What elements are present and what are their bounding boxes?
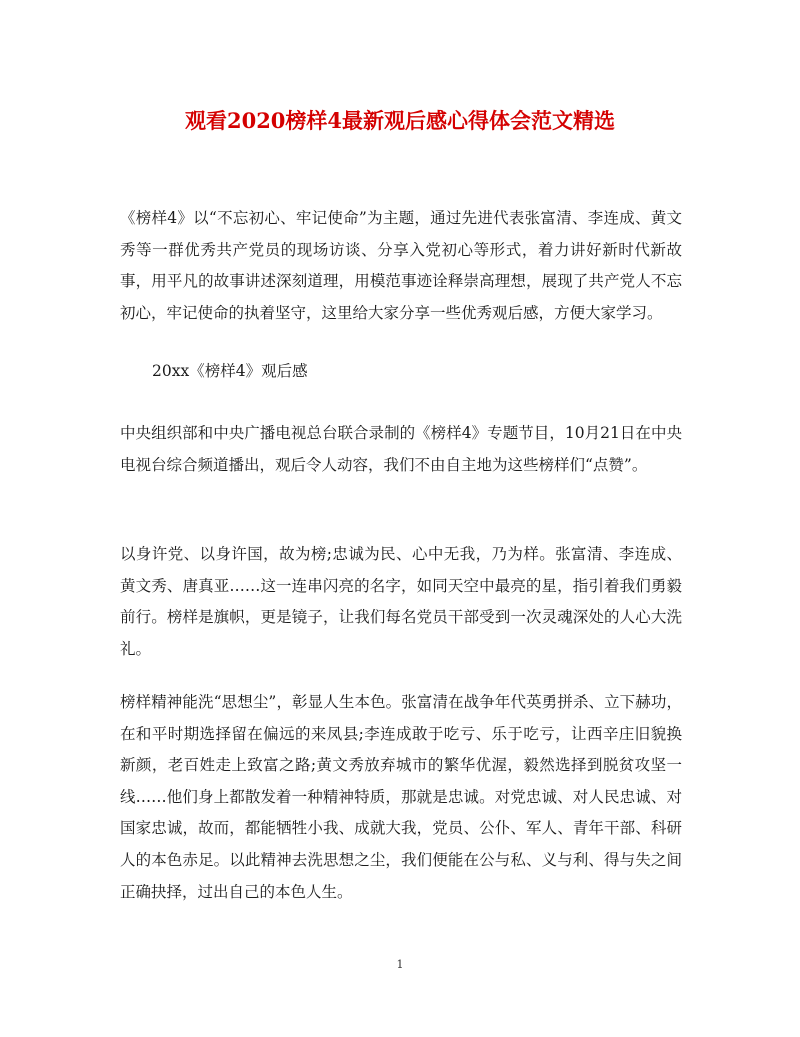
section-subheading: 20xx《榜样4》观后感 [152, 362, 308, 380]
paragraph-role-models: 以身许党、以身许国，故为榜;忠诚为民、心中无我，乃为样。张富清、李连成、黄文秀、唐真亚……这一连串闪亮的名字，如同天空中最亮的星，指引着我们勇毅前行。榜样是旗帜，更是镜子，让我们每名党员干部受到一次灵魂深处的人心大洗礼。 [120, 545, 682, 658]
intro-paragraph: 《榜样4》以“不忘初心、牢记使命”为主题，通过先进代表张富清、李连成、黄文秀等一群优秀共产党员的现场访谈、分享入党初心等形式，着力讲好新时代新故事，用平凡的故事讲述深刻道理，用模范事迹诠释崇高理想，展现了共产党人不忘初心，牢记使命的执着坚守，这里给大家分享一些优秀观后感，方便大家学习。 [120, 209, 682, 322]
paragraph-spirit: 榜样精神能洗“思想尘”，彰显人生本色。张富清在战争年代英勇拼杀、立下赫功，在和平时期选择留在偏远的来凤县;李连成敢于吃亏、乐于吃亏，让西辛庄旧貌换新颜，老百姓走上致富之路;黄文秀放弃城市的繁华优渥，毅然选择到脱贫攻坚一线……他们身上都散发着一种精神特质，那就是忠诚。对党忠诚、对人民忠诚、对国家忠诚，故而，都能牺牲小我、成就大我，党员、公仆、军人、青年干部、科研人的本色赤足。以此精神去洗思想之尘，我们便能在公与私、义与利、得与失之间正确抉择，过出自己的本色人生。 [120, 693, 682, 901]
page-number: 1 [396, 958, 404, 971]
document-title: 观看2020榜样4最新观后感心得体会范文精选 [184, 108, 616, 133]
paragraph-broadcast: 中央组织部和中央广播电视总台联合录制的《榜样4》专题节目，10月21日在中央电视台综合频道播出，观后令人动容，我们不由自主地为这些榜样们“点赞”。 [120, 424, 682, 474]
